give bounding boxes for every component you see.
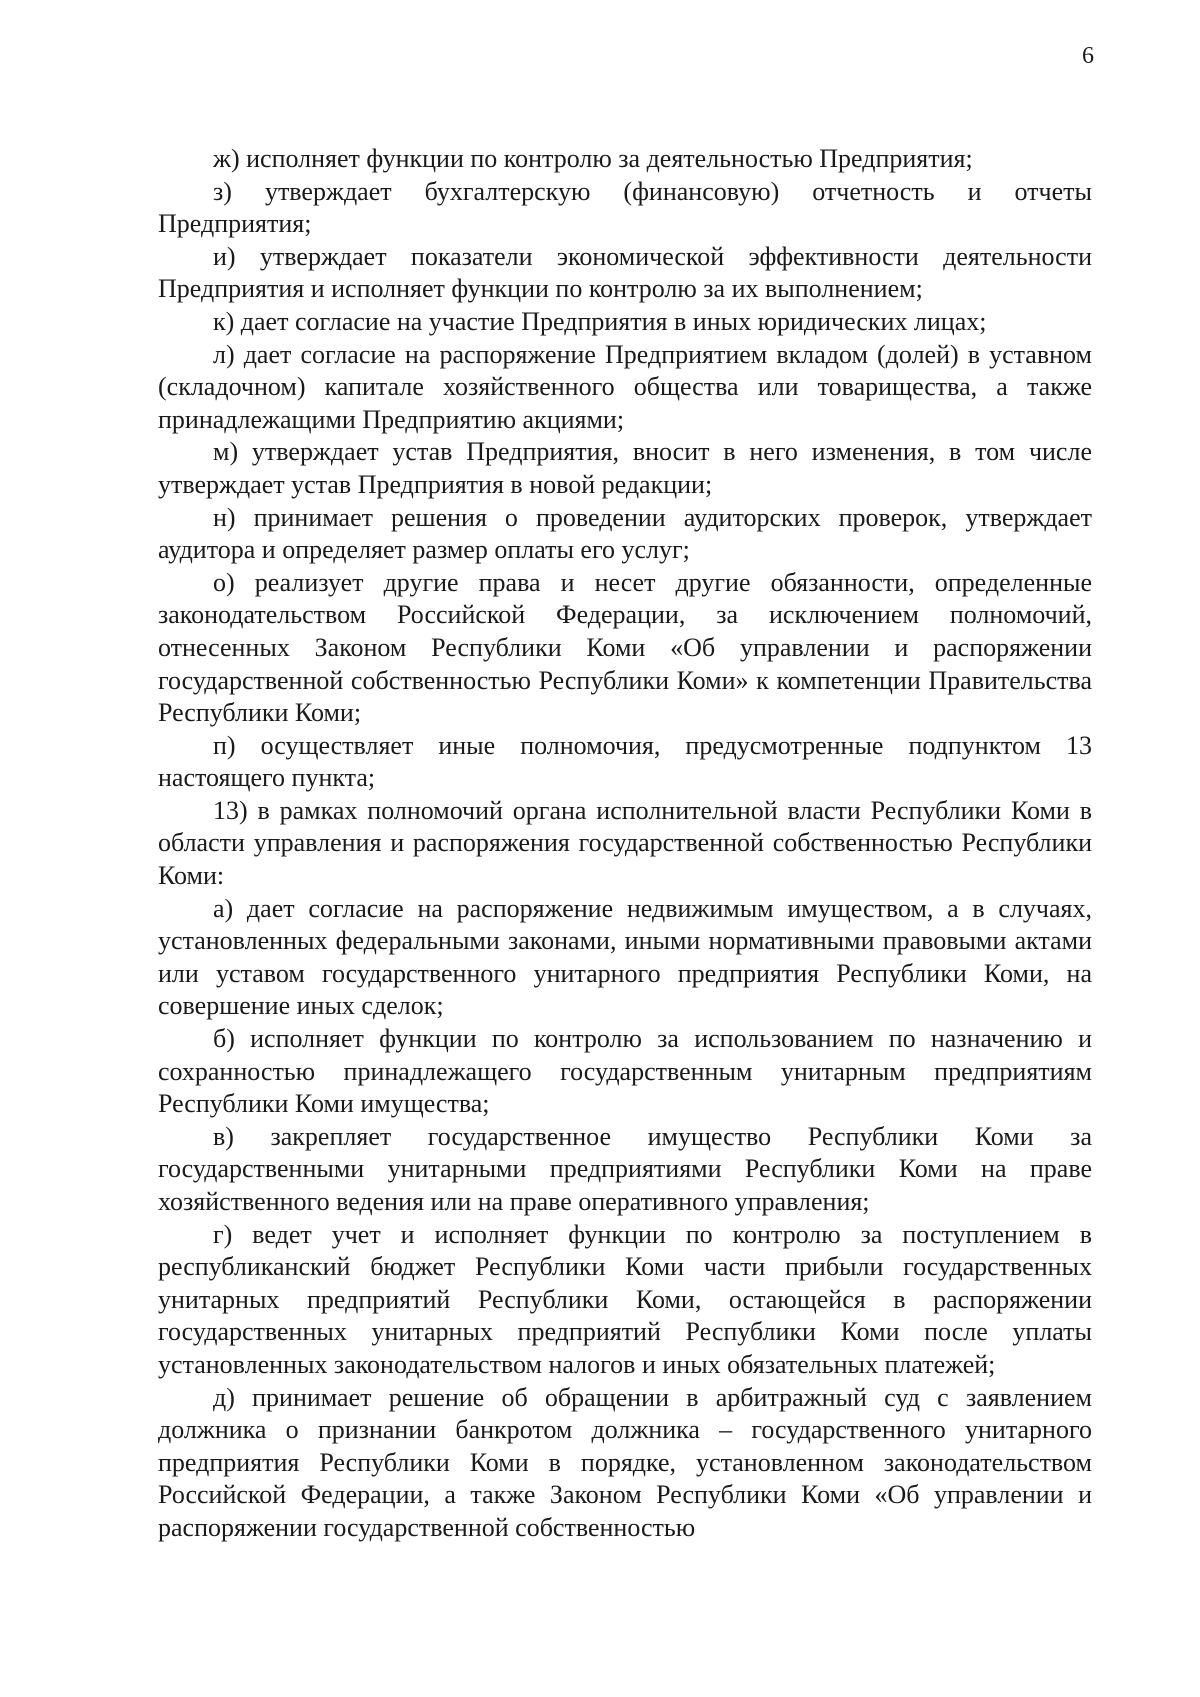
- paragraph-b: б) исполняет функции по контролю за использованием по назначению и сохранностью принадлежащего государственным унитарным предприятиям Республики Коми имущества;: [158, 1024, 1092, 1119]
- paragraph-g: г) ведет учет и исполняет функции по контролю за поступлением в республиканский бюджет Республики Коми части прибыли государственных унитарных предприятий Республики Коми, остающейся в распоряжении государственных унитарных предприятий Республики Коми после уплаты установленных законодательством налогов и иных обязательных платежей;: [158, 1219, 1092, 1379]
- paragraph-i: и) утверждает показатели экономической эффективности деятельности Предприятия и исполняет функции по контролю за их выполнением;: [158, 241, 1092, 304]
- paragraph-v: в) закрепляет государственное имущество Республики Коми за государственными унитарными предприятиями Республики Коми на праве хозяйственного ведения или на праве оперативного управления;: [158, 1121, 1092, 1216]
- paragraph-l: л) дает согласие на распоряжение Предприятием вкладом (долей) в уставном (складочном) капитале хозяйственного общества или товарищества, а также принадлежащими Предприятию акциями;: [158, 339, 1092, 434]
- paragraph-a: а) дает согласие на распоряжение недвижимым имуществом, а в случаях, установленных федеральными законами, иными нормативными правовыми актами или уставом государственного унитарного предприятия Республики Коми, на совершение иных сделок;: [158, 893, 1092, 1021]
- paragraph-13: 13) в рамках полномочий органа исполнительной власти Республики Коми в области управления и распоряжения государственной собственностью Республики Коми:: [158, 795, 1092, 891]
- paragraph-k: к) дает согласие на участие Предприятия в иных юридических лицах;: [213, 306, 987, 336]
- paragraph-z: з) утверждает бухгалтерскую (финансовую) отчетность и отчеты Предприятия;: [158, 176, 1092, 239]
- paragraph-d: д) принимает решение об обращении в арбитражный суд с заявлением должника о признании банкротом должника – государственного унитарного предприятия Республики Коми в порядке, установленном законодательством Российской Федерации, а также Законом Республики Коми «Об управлении и распоряжении государственной собственностью: [158, 1382, 1092, 1542]
- page-number: 6: [1082, 43, 1094, 69]
- paragraph-n: н) принимает решения о проведении аудиторских проверок, утверждает аудитора и определяет размер оплаты его услуг;: [158, 502, 1092, 565]
- paragraph-o: о) реализует другие права и несет другие обязанности, определенные законодательством Российской Федерации, за исключением полномочий, отнесенных Законом Республики Коми «Об управлении и распоряжении государственной собственностью Республики Коми» к компетенции Правительства Республики Коми;: [158, 567, 1092, 728]
- document-body: [158, 143, 1092, 1545]
- paragraph-m: м) утверждает устав Предприятия, вносит в него изменения, в том числе утверждает устав Предприятия в новой редакции;: [158, 437, 1092, 499]
- paragraph-zh: ж) исполняет функции по контролю за деятельностью Предприятия;: [213, 144, 973, 173]
- paragraph-p: п) осуществляет иные полномочия, предусмотренные подпунктом 13 настоящего пункта;: [158, 730, 1092, 793]
